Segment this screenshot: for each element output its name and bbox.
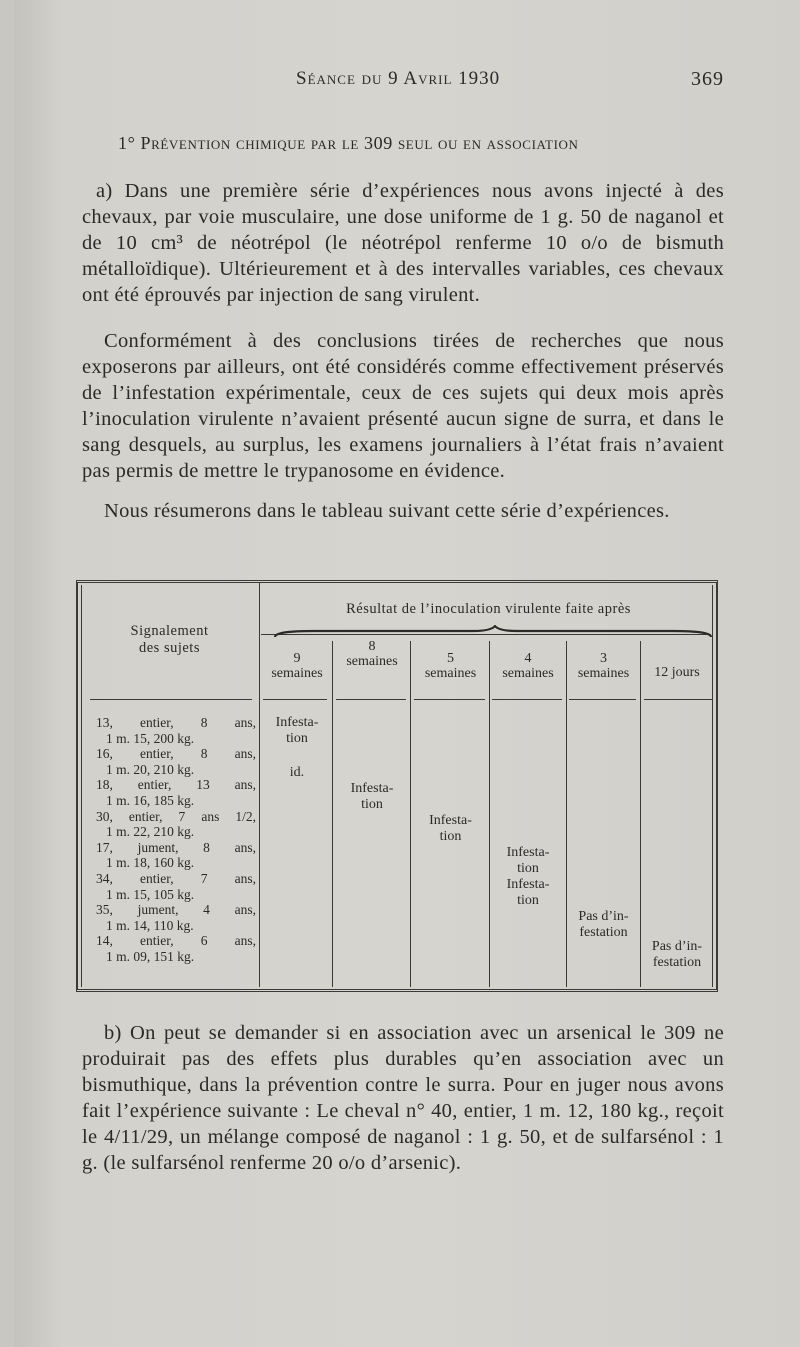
column-unit: semaines <box>502 666 554 681</box>
column-unit: semaines <box>577 666 630 681</box>
results-table <box>76 580 718 992</box>
table-divider <box>569 699 636 700</box>
result-cell <box>334 781 410 813</box>
subject-entry <box>96 902 256 933</box>
result-text: tion <box>286 731 308 746</box>
result-text: Pas d’in- <box>578 909 629 924</box>
subject-line: 18, entier, 13 ans, <box>96 777 256 793</box>
paragraph-b: b) On peut se demander si en association avec un arsenical le 309 ne produirait pas des effets plus durables qu’en association avec un bismuthique, dans la prévention contre le surra. Pour en juger nous avons fait l’expérience suivante : Le cheval n° 40, entier, 1 m. 12, 180 kg., reçoit le 4/11/29, un mélange composé de naganol : 1 g. 50, et de sulfarsénol : 1 g. (le sulfarsénol renferme 20 o/o d’arsenic). <box>82 1022 724 1174</box>
result-cell <box>490 845 566 909</box>
subject-line: 1 m. 09, 151 kg. <box>106 948 195 964</box>
result-text: festation <box>579 925 628 940</box>
result-text: Infesta- <box>506 877 550 892</box>
subject-entry <box>96 871 256 902</box>
table-divider <box>336 699 406 700</box>
result-cell <box>261 715 333 747</box>
paragraph-conformement: Conformément à des conclusions tirées de recherches que nous exposerons par ailleurs, ont été considérés comme effectivement préservés de l’infestation expérimentale, ceux de ces sujets qui deux mois après l’inoculation virulente n’avaient présenté aucun signe de surra, et dans le sang desquels, au surplus, les examens journaliers à l’état frais n’avaient pas permis de mettre le trypanosome en évidence. <box>82 330 724 482</box>
table-divider <box>410 641 411 987</box>
subject-line: 1 m. 16, 185 kg. <box>106 792 195 808</box>
result-cell <box>567 909 640 941</box>
subject-entry <box>96 809 256 840</box>
column-unit: semaines <box>424 666 477 681</box>
subject-line: 13, entier, 8 ans, <box>96 715 256 730</box>
subject-line: 1 m. 15, 200 kg. <box>106 730 195 746</box>
book-page <box>14 0 800 1347</box>
column-header-9-semaines <box>261 651 333 681</box>
subject-entry <box>96 746 256 777</box>
subject-line: 1 m. 22, 210 kg. <box>106 824 195 840</box>
result-cell <box>261 765 333 781</box>
column-unit: semaines <box>346 654 398 669</box>
result-text: Infesta- <box>506 845 550 860</box>
result-text: Infesta- <box>350 781 394 796</box>
subject-entry <box>96 715 256 746</box>
table-divider <box>90 699 252 700</box>
subject-line: 30, entier, 7 ans 1/2, <box>96 808 256 824</box>
header-title: Séance du 9 Avril 1930 <box>296 68 501 89</box>
subject-line: 35, jument, 4 ans, <box>96 902 256 918</box>
column-unit: semaines <box>271 666 323 681</box>
result-text: tion <box>517 893 539 908</box>
table-divider <box>640 641 641 987</box>
subject-entry <box>96 777 256 808</box>
table-divider <box>644 699 712 700</box>
result-text: tion <box>439 829 462 844</box>
section-title: 1° Prévention chimique par le 309 seul ou en association <box>118 133 579 153</box>
column-header-3-semaines <box>567 651 640 681</box>
paragraph-resumerons: Nous résumerons dans le tableau suivant cette série d’expériences. <box>104 500 670 522</box>
subject-header-line: Signalement <box>130 623 209 639</box>
subject-line: 17, jument, 8 ans, <box>96 839 256 855</box>
result-text: Infesta- <box>275 715 319 730</box>
column-header-12-jours <box>641 665 713 680</box>
result-text: Infesta- <box>429 813 472 828</box>
column-number: 8 <box>368 639 376 654</box>
column-header-8-semaines <box>334 639 410 669</box>
table-divider <box>263 699 327 700</box>
column-number: 9 <box>293 651 301 666</box>
table-divider <box>332 641 333 987</box>
subject-list <box>96 715 256 965</box>
subject-line: 1 m. 20, 210 kg. <box>106 761 195 777</box>
result-header: Résultat de l’inoculation virulente faite après <box>346 601 631 617</box>
table-divider <box>489 641 490 987</box>
subject-entry <box>96 933 256 964</box>
column-header-5-semaines <box>412 651 489 681</box>
brace-icon <box>273 625 713 639</box>
table-divider <box>492 699 562 700</box>
subject-line: 14, entier, 6 ans, <box>96 933 256 949</box>
running-header <box>264 68 724 98</box>
subject-entry <box>96 840 256 871</box>
column-header-4-semaines <box>490 651 566 681</box>
column-unit: 12 jours <box>654 665 700 680</box>
result-text: festation <box>652 955 702 970</box>
subject-line: 34, entier, 7 ans, <box>96 870 256 886</box>
result-cell <box>412 813 489 845</box>
result-cell <box>641 939 713 971</box>
subject-line: 1 m. 18, 160 kg. <box>106 855 195 871</box>
subject-header-line: des sujets <box>139 640 200 656</box>
column-number: 5 <box>447 651 454 666</box>
result-text: id. <box>289 765 305 780</box>
subject-column-header <box>78 623 261 657</box>
result-text: Pas d’in- <box>651 939 703 954</box>
paragraph-a: a) Dans une première série d’expériences nous avons injecté à des chevaux, par voie musculaire, une dose uniforme de 1 g. 50 de naganol et de 10 cm³ de néotrépol (le néotrépol renferme 10 o/o de bismuth métalloïdique). Ultérieurement et à des intervalles variables, ces chevaux ont été éprouvés par injection de sang virulent. <box>82 180 724 306</box>
subject-line: 16, entier, 8 ans, <box>96 746 256 762</box>
column-number: 3 <box>600 651 607 666</box>
subject-line: 1 m. 14, 110 kg. <box>106 917 194 933</box>
result-text: tion <box>517 861 539 876</box>
table-divider <box>414 699 485 700</box>
page-number: 369 <box>691 68 724 90</box>
subject-line: 1 m. 15, 105 kg. <box>106 886 195 902</box>
result-text: tion <box>361 797 383 812</box>
column-number: 4 <box>524 651 532 666</box>
